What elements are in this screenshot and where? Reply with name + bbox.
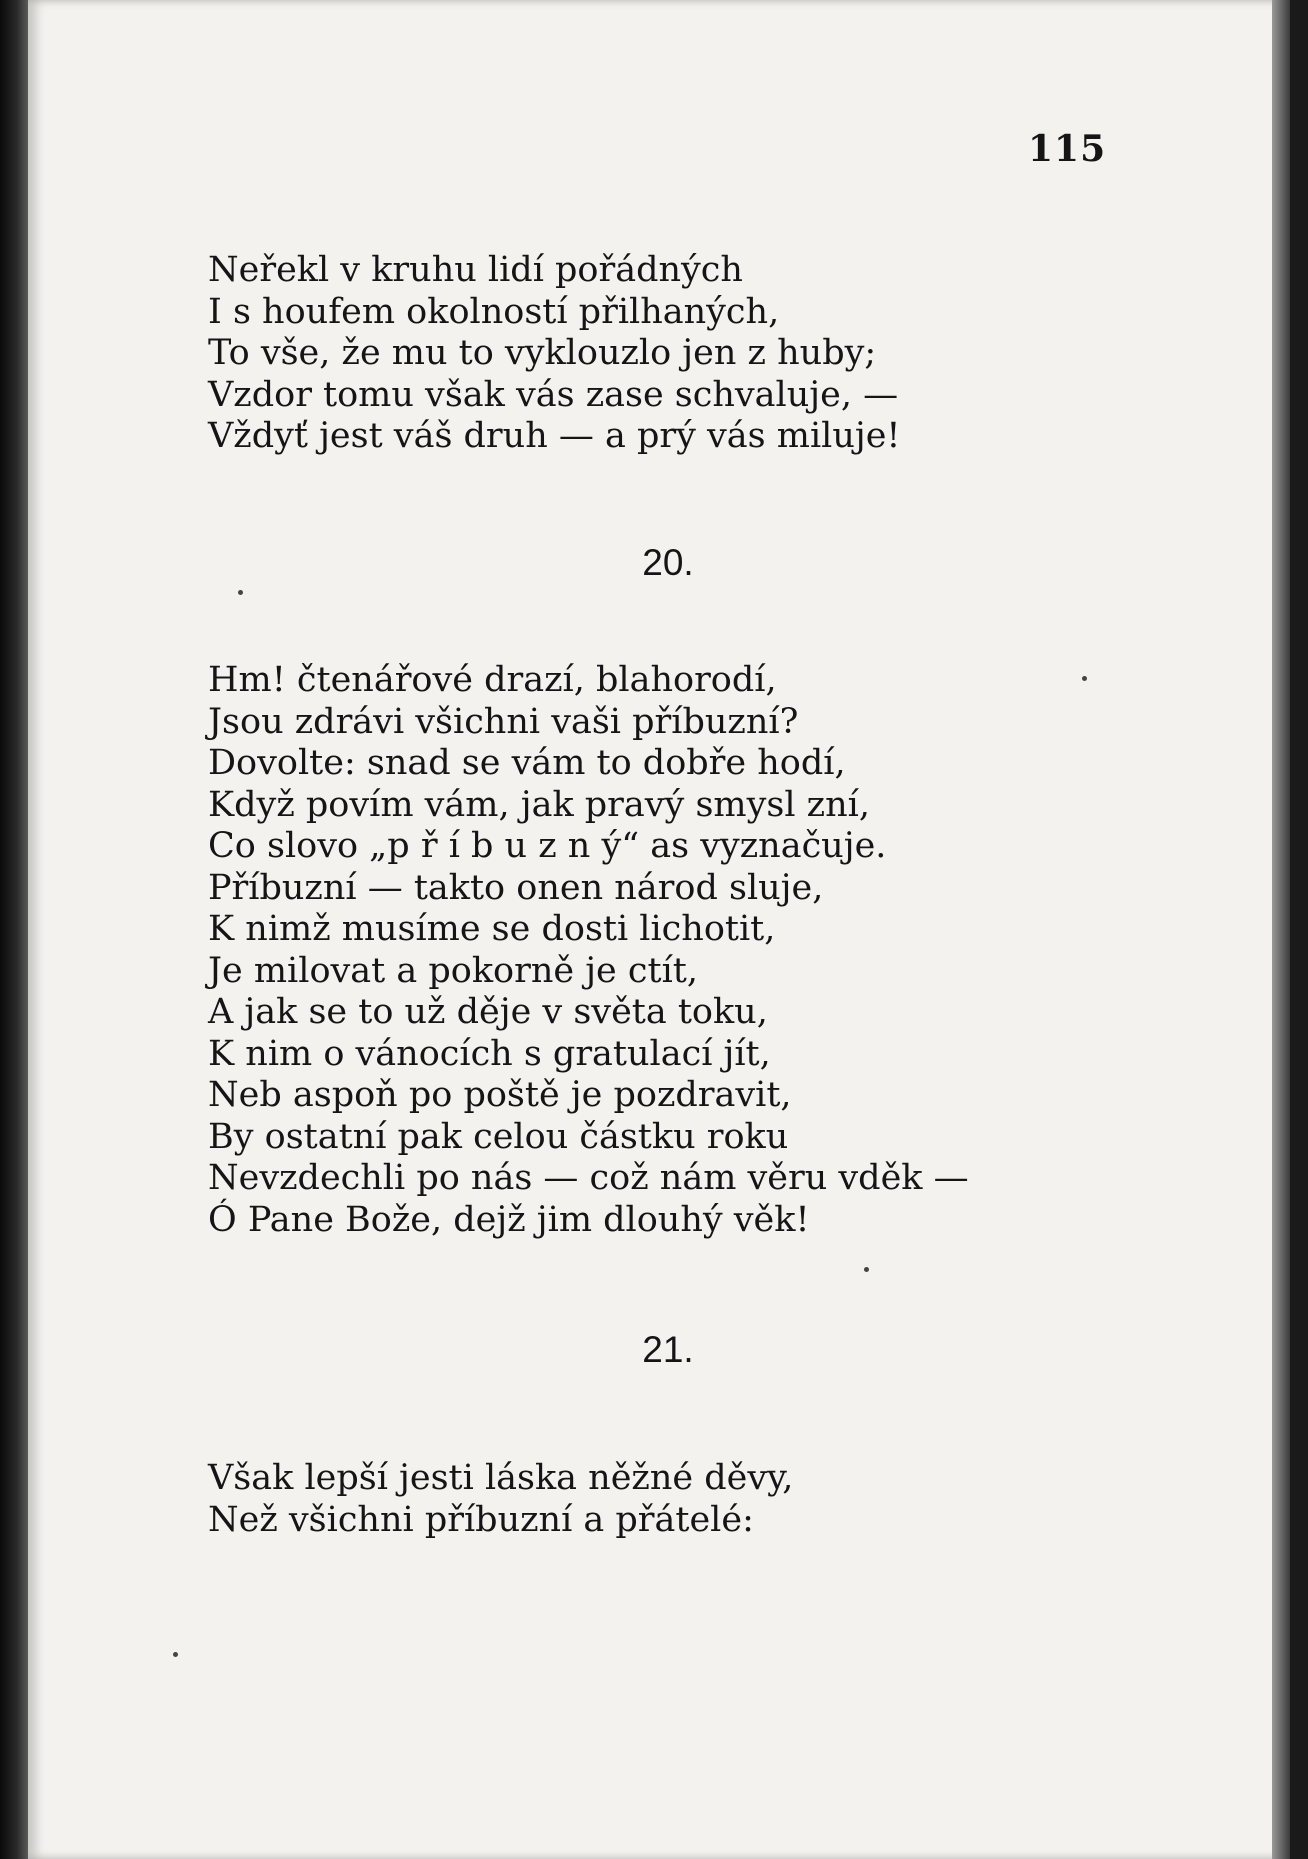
verse-line: Co slovo „p ř í b u z n ý“ as vyznačuje. — [208, 826, 887, 866]
stanza-1 — [208, 250, 901, 458]
stanza-21 — [208, 1458, 793, 1541]
verse-line: Neb aspoň po poště je pozdravit, — [208, 1075, 792, 1115]
verse-line: A jak se to už děje v světa toku, — [208, 992, 768, 1032]
verse-line: Neřekl v kruhu lidí pořádných — [208, 250, 743, 290]
paper-speck — [1082, 676, 1087, 681]
page-number: 115 — [1028, 128, 1107, 170]
verse-line: Hm! čtenářové drazí, blahorodí, — [208, 660, 777, 700]
verse-line: K nim o vánocích s gratulací jít, — [208, 1033, 771, 1074]
section-heading-21: 21. — [642, 1329, 694, 1370]
paper-speck — [173, 1652, 178, 1657]
verse-line: To vše, že mu to vyklouzlo jen z huby; — [208, 333, 877, 373]
paper-speck — [238, 590, 243, 595]
verse-line: Jsou zdrávi všichni vaši příbuzní? — [208, 701, 799, 742]
verse-line: Vzdor tomu však vás zase schvaluje, — — [208, 374, 899, 415]
page-right-edge — [1272, 0, 1290, 1859]
stanza-20 — [208, 660, 969, 1241]
verse-line: Ó Pane Bože, dejž jim dlouhý věk! — [208, 1199, 810, 1240]
paper-speck — [864, 1267, 869, 1272]
verse-line: Příbuzní — takto onen národ sluje, — [208, 867, 824, 908]
verse-line: I s houfem okolností přilhaných, — [208, 291, 780, 332]
book-page — [28, 0, 1290, 1859]
section-heading-20: 20. — [642, 542, 694, 583]
verse-line: Dovolte: snad se vám to dobře hodí, — [208, 743, 846, 783]
verse-line: Vždyť jest váš druh — a prý vás miluje! — [208, 416, 901, 456]
verse-line: Než všichni příbuzní a přátelé: — [208, 1499, 754, 1540]
verse-line: Když povím vám, jak pravý smysl zní, — [208, 784, 870, 825]
verse-line: Však lepší jesti láska něžné děvy, — [208, 1458, 794, 1498]
verse-line: K nimž musíme se dosti lichotit, — [208, 909, 776, 949]
verse-line: By ostatní pak celou částku roku — [208, 1116, 789, 1157]
verse-line: Nevzdechli po nás — což nám věru vděk — — [208, 1158, 969, 1198]
verse-line: Je milovat a pokorně je ctít, — [208, 950, 698, 991]
book-binding-edge — [0, 0, 28, 1859]
